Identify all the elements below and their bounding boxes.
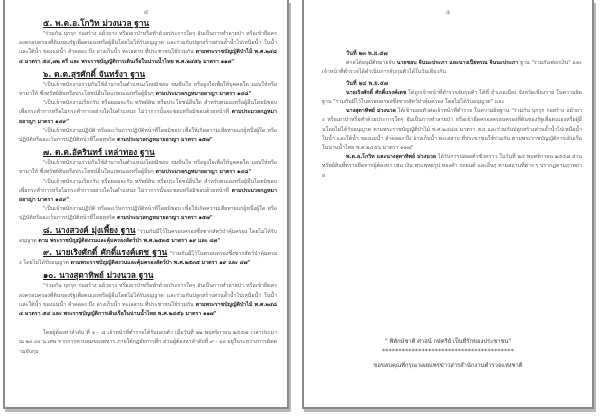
footer-thanks: ขอขอบคุณที่กรุณาเผยแพร่ข่าวสารสำนักงานตำรวจแห่งชาติ <box>373 363 523 369</box>
entry-date: วันที่ ๒๓ พ.ย.๕๗ <box>346 51 388 57</box>
paragraph: "เป็นเจ้าพนักงานเรียกรับ หรือยอมจะรับ ทรัพย์สิน หรือประโยชน์อื่นใด สำหรับตนเองหรือผู้อื่นโดยมิชอบ เพื่อกระทำการหรือไม่กระทำการอย่างใดในตำแหน่ง ไม่ว่าการนั้นจะชอบหรือมิชอบด้วยหน้าที่ ตามประมวลกฎหมายอาญา มาตรา ๑๔๙" <box>19 178 277 204</box>
page-content <box>322 48 582 181</box>
page-number: ๕ <box>445 9 451 16</box>
entry-date: วันที่ ๒๔ พ.ย.๕๗ <box>346 80 389 87</box>
paragraph: นางสุดาทิพย์ ม่วงนวล ได้เข้ามอบตัวต่อเจ้าหน้าที่ตำรวจ ในความผิดฐาน "ร่วมกัน บุกรุก ก่อสร้าง แผ้วถาง หรือเผาป่าหรือทำด้วยประการใดๆ อันเป็นการทำลายป่า หรือเข้ายึดครองครอบครองที่ดินของรัฐเพื่อตนเองหรือผู้อื่นโดยไม่ได้รับอนุญาต ตามพระราชบัญญัติป่าไม้ พ.ศ.๒๔๘๔ มาตรา ๕๔ และร่วมกันปลูกสร้างส่วนล้ำน้ำไปเหนือน้ำ ในน้ำ และใต้น้ำ ของแม่น้ำ ลำคลอง บึง อ่างเก็บน้ำ ทะเลสาบ ที่ประชาชนใช้ร่วมกัน ตามพระราชบัญญัติการเดินเรือในน่านน้ำไทย พ.ศ.๒๔๕๖ มาตรา ๑๑๗" <box>322 108 583 152</box>
section-heading: ๗. ด.ต.อัครินทร์ เหล่าทอง ฐาน <box>43 147 155 158</box>
document-page-right <box>302 0 594 409</box>
paragraph: นายเริงศักดิ์ ศักดิ์แรงค์เดช ได้ถูกเจ้าหน้าที่ตำรวจจับกุมตัว ได้ที่ อำเภอเมือง จังหวัดเชียงราย ในความผิดฐาน "ร่วมกันมีไว้ในครอบครองซึ่งซากสัตว์ป่าคุ้มครอง โดยไม่ได้รับอนุญาต" และ <box>322 89 582 106</box>
section-heading: ๖. ด.ต.สุรศักดิ์ จันทร์งา ฐาน <box>43 68 146 79</box>
document-page-left <box>3 0 289 409</box>
paragraph: พ.ต.อ.โกวิท และนางสุดาทิพย์ ม่วงนวล ได้รับการปล่อยตัวชั่วคราว ในวันที่ ๒๔ พฤศจิกายน ๒๕๕๗ ส่วนทรัพย์สินที่ตรวจยึดจากผู้ต้องหา เช่น เงิน พระพุทธรูป ทองคำ รถยนต์ และอื่นๆ ตามสถานที่ต่าง ๆ ปรากฏตามภาพถ่าย <box>322 154 582 179</box>
paragraph: ๘. นางสวงค์ มุ่งเพี้ยง ฐาน "ร่วมกันมีไว้ในครอบครองซึ่งซากสัตว์ป่าคุ้มครอง โดยไม่ได้รับอนุญาต ตาม พระราชบัญญัติสงวนและคุ้มครองสัตว์ป่า พ.ศ.๒๕๓๕ มาตรา ๑๙ และ ๔๗" <box>19 224 277 244</box>
paragraph: "ร่วมกัน บุกรุก ก่อสร้าง แผ้วถาง หรือเผาป่าหรือทำด้วยประการใดๆ อันเป็นการทำลายป่า หรือเข้ายึดครองครอบครองที่ดินของรัฐเพื่อตนเองหรือผู้อื่นโดยไม่ได้รับอนุญาต และร่วมกันปลูกสร้างส่วนล้ำน้ำไปเหนือน้ำ ในน้ำ และใต้น้ำ ของแม่น้ำ ลำคลอง บึง อ่างเก็บน้ำ ทะเลสาบ ที่ประชาชนใช้ร่วมกัน ตามพระราชบัญญัติป่าไม้ พ.ศ.๒๔๘๔ มาตรา ๕๔ และ พระราชบัญญัติการเดินเรือในน่านน้ำไทย พ.ศ.๒๔๕๖ มาตรา ๑๑๗" <box>19 283 277 318</box>
section-heading: ๙. นายเริงศักดิ์ ศักดิ์แรงค์เดช ฐาน <box>43 247 168 258</box>
footer-slogan: " พิทักษ์ชาติ ศาสน์ กษัตริย์ เป็นที่รักของประชาชน" <box>384 339 511 345</box>
paragraph: "เป็นเจ้าพนักงานปฏิบัติ หรือละเว้นการปฏิบัติหน้าที่โดยมิชอบ เพื่อให้เกิดความเสียหายแก่ผู้หนึ่งผู้ใด หรือปฏิบัติหรือละเว้นการปฏิบัติหน้าที่โดยทุจริต ตามประมวลกฎหมายอาญา มาตรา ๑๕๗" <box>19 206 277 222</box>
page-content <box>19 16 277 357</box>
section-heading: ๕. พ.ต.อ.โกวิท ม่วงนวล ฐาน <box>43 18 150 28</box>
section-heading: ๑๐. นางสุดาทิพย์ ม่วงนวล ฐาน <box>43 270 154 281</box>
paragraph: "เป็นเจ้าพนักงานร่วมกันใช้อำนาจในตำแหน่งโดยมิชอบ ข่มขืนใจ หรือจูงใจเพื่อให้บุคคลใด มอบให้หรือหามาให้ ซึ่งทรัพย์สินหรือประโยชน์อื่นใดแก่ตนเองหรือผู้อื่นๆ ตามประมวลกฎหมายอาญา มาตรา ๑๔๘" <box>19 81 277 98</box>
paragraph: "เป็นเจ้าพนักงานปฏิบัติ หรือละเว้นการปฏิบัติหน้าที่โดยมิชอบ เพื่อให้เกิดความเสียหายแก่ผู้หนึ่งผู้ใด หรือปฏิบัติหรือละเว้นการปฏิบัติหน้าที่โดยทุจริต ตามประมวลกฎหมายอาญา มาตรา ๑๕๗" <box>19 127 277 144</box>
footer-divider: **************************************** <box>382 348 514 355</box>
paragraph: ศาลได้อนุมัติหมายจับ นายชอบ จินนะประภา และนางเปียทรณ จินนะประภา ฐาน "ร่วมกันฟอกเงิน" และเจ้าหน้าที่ตำรวจได้ดำเนินการจับกุมตัวได้ในวันเดียวกัน <box>322 60 582 76</box>
page-number: ๔ <box>143 9 149 16</box>
section-heading: ๘. นางสวงค์ มุ่งเพี้ยง ฐาน <box>43 224 136 235</box>
paragraph: "เป็นเจ้าพนักงานร่วมกันใช้อำนาจในตำแหน่งโดยมิชอบ ข่มขืนใจ หรือจูงใจเพื่อให้บุคคลใด มอบให้หรือหามาให้ ซึ่งทรัพย์สินหรือประโยชน์อื่นใดแก่ตนเองหรือผู้อื่นๆ ตามประมวลกฎหมายอาญา มาตรา ๑๔๘" <box>19 160 277 176</box>
paragraph: "ร่วมกัน บุกรุก ก่อสร้าง แผ้วถาง หรือเผาป่าหรือทำด้วยประการใดๆ อันเป็นการทำลายป่า หรือเข้ายึดครองครอบครองที่ดินของรัฐเพื่อตนเองหรือผู้อื่นโดยไม่ได้รับอนุญาต และร่วมกันปลูกสร้างส่วนล้ำน้ำไปเหนือน้ำ ในน้ำ และใต้น้ำ ของแม่น้ำ ลำคลอง บึง อ่างเก็บน้ำ ทะเลสาบ ที่ประชาชนใช้ร่วมกัน ตามพระราชบัญญัติป่าไม้ พ.ศ.๒๔๘๔ มาตรา ๕๔,๗๒ ตรี และ พระราชบัญญัติการเดินเรือในน่านน้ำไทย พ.ศ.๒๔๕๖ มาตรา ๑๑๗" <box>19 31 277 65</box>
paragraph: ๙. นายเริงศักดิ์ ศักดิ์แรงค์เดช ฐาน "ร่วมกันมีไว้ในครอบครองซึ่งซากสัตว์ป่าคุ้มครอง โดยไม่ได้รับอนุญาต ตามพระราชบัญญัติสงวนและคุ้มครองสัตว์ป่า พ.ศ.๒๕๓๕ มาตรา ๑๙ และ ๔๗" <box>19 247 277 267</box>
closing-paragraph: โดยผู้ต้องหาลำดับ ที่ ๑ - ๘ เจ้าหน้าที่ตำรวจได้รับมอบตัว เมื่อวันที่ ๒๒ พฤศจิกายน ๒๕๕๗ เวลาประมาณ ๒๐.๐๐ น.เศษ จากการควบคุมของทหาร ภายใต้กฎอัยการศึก ส่วนผู้ต้องหาลำดับที่ ๙ - ๑๐ อยู่ในระหว่างการติดตามจับกุม <box>19 330 277 355</box>
paragraph: "เป็นเจ้าพนักงานเรียกรับ หรือยอมจะรับ ทรัพย์สิน หรือประโยชน์อื่นใด สำหรับตนเองหรือผู้อื่นโดยมิชอบ เพื่อกระทำการหรือไม่กระทำการอย่างใดในตำแหน่ง ไม่ว่าการนั้นจะชอบหรือมิชอบด้วยหน้าที่ ตามประมวลกฎหมายอาญา มาตรา ๑๔๙" <box>19 100 277 125</box>
